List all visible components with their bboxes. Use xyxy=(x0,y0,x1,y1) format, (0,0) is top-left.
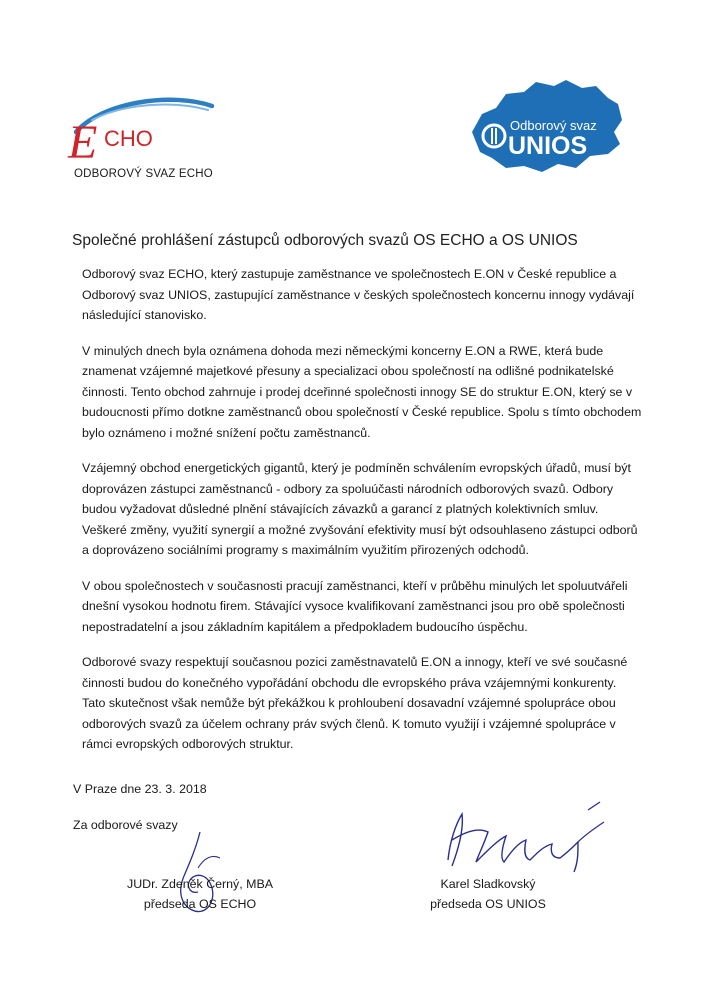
paragraph: Odborový svaz ECHO, který zastupuje zaměstnance ve společnostech E.ON v České republice a Odborový svaz UNIOS, zastupující zaměstnance v českých společnostech koncernu innogy vydávají následující stanovisko. xyxy=(82,267,635,322)
signatory-name: JUDr. Zdeněk Černý, MBA xyxy=(127,877,273,891)
echo-logo xyxy=(62,88,222,180)
paragraph: Vzájemný obchod energetických gigantů, který je podmíněn schválením evropských úřadů, musí být doprovázen zástupci zaměstnanců - odbory za spoluúčasti národních odborových svazů. Odbory budou vyžadovat důsledné plnění stávajících závazků a garancí z platných kolektivních smluv. Veškeré změny, využití synergií a možné zvyšování efektivity musí být odsouhlaseno zástupci odborů a doprovázeno sociálními programy s maximálním využitím přirozených odchodů. xyxy=(82,461,638,557)
signatory-role: předseda OS UNIOS xyxy=(430,897,546,911)
for-unions-label: Za odborové svazy xyxy=(73,818,178,832)
paragraph: V minulých dnech byla oznámena dohoda mezi německými koncerny E.ON a RWE, která bude znamenat vzájemné majetkové přesuny a specializaci obou společností na odlišné podnikatelské činnosti. Tento obchod zahrnuje i prodej dceřinné společnosti innogy SE do struktur E.ON, který se v budoucnosti přímo dotkne zaměstnanců obou společností v České republice. Spolu s tímto obchodem bylo oznámeno i možné snížení počtu zaměstnanců. xyxy=(82,343,642,440)
paragraph: V obou společnostech v současnosti pracují zaměstnanci, kteří v průběhu minulých let spoluutvářeli dnešní vysokou hodnotu firem. Stávající vysoce kvalifikovaní zaměstnanci jsou pro obě společnosti nepostradatelní a jsou základním kapitálem a předpokladem budoucího úspěchu. xyxy=(82,578,628,634)
unios-logo-line2: UNIOS xyxy=(508,132,588,160)
echo-wordmark-e: E xyxy=(68,116,98,169)
echo-wordmark-rest: CHO xyxy=(104,126,153,151)
place-date: V Praze dne 23. 3. 2018 xyxy=(73,782,207,796)
signatory-name: Karel Sladkovský xyxy=(440,877,536,891)
signatory-unios xyxy=(408,874,568,914)
signatory-echo xyxy=(117,874,283,914)
document-body xyxy=(82,264,642,770)
signatory-role: předseda OS ECHO xyxy=(143,897,257,911)
echo-caption: ODBOROVÝ SVAZ ECHO xyxy=(74,168,213,180)
signature-sladkovsky xyxy=(428,800,618,880)
unios-logo xyxy=(462,74,628,178)
paragraph: Odborové svazy respektují současnou pozici zaměstnavatelů E.ON a innogy, kteří ve své současné činnosti budou do konečného vypořádání obchodu dle evropského práva vzájemnými konkurenty. Tato skutečnost však nemůže být překážkou k prohloubení dosavadní vzájemné spolupráce obou odborových svazů za účelem ochrany práv svých členů. K tomuto využijí i vzájemné spolupráce v rámci evropských odborových struktur. xyxy=(82,655,628,751)
unios-logo-line1: Odborový svaz xyxy=(510,118,597,133)
document-title: Společné prohlášení zástupců odborových svazů OS ECHO a OS UNIOS xyxy=(72,232,578,249)
